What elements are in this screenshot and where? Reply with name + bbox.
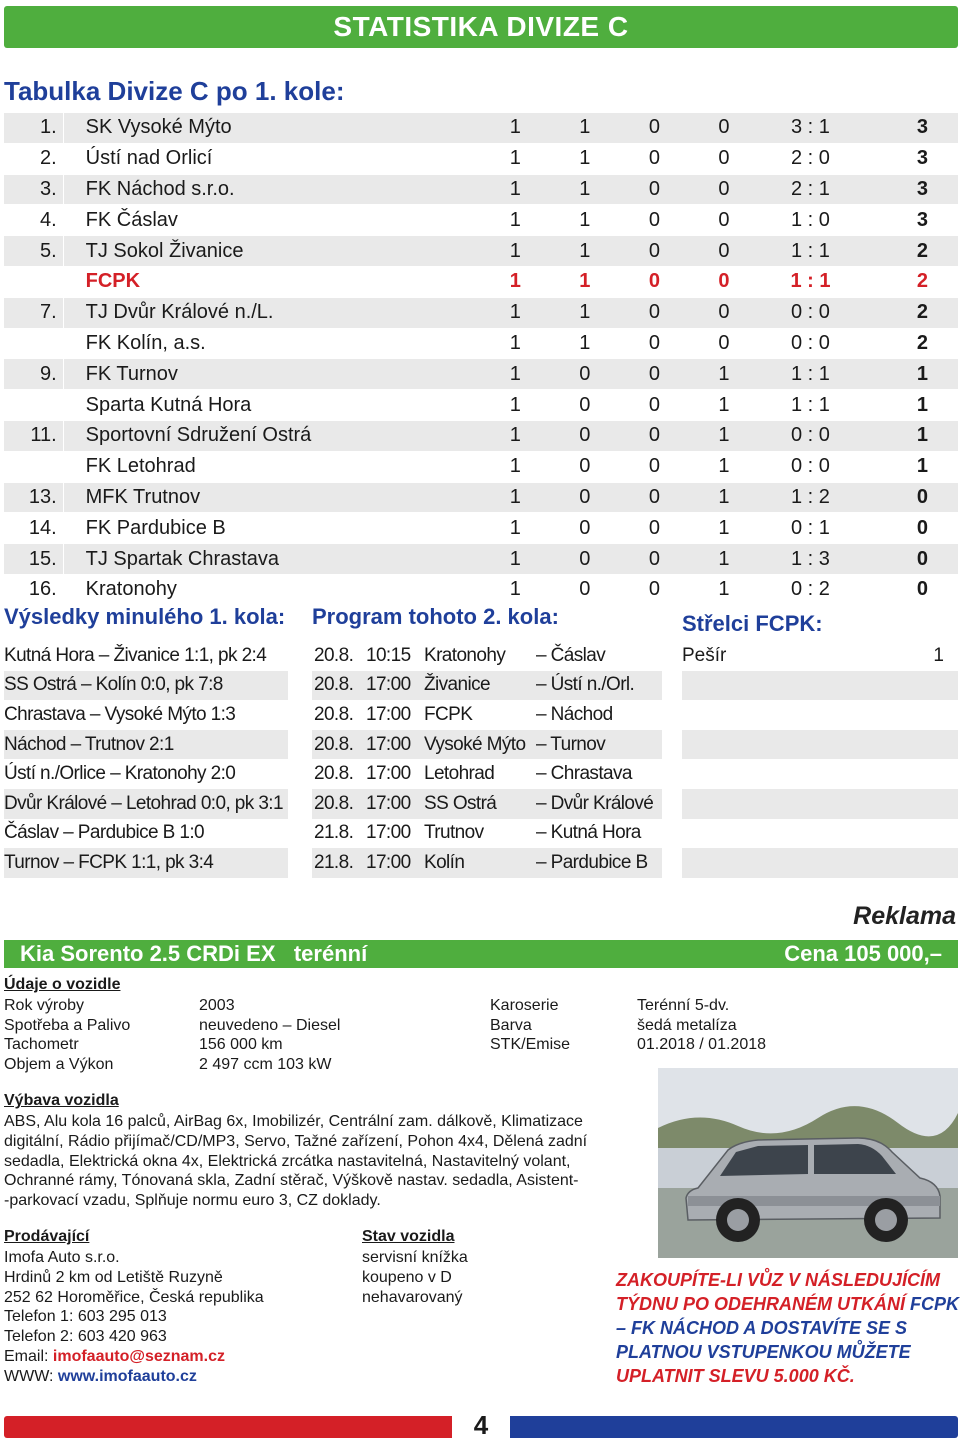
spec-row [490, 1016, 850, 1036]
seller-block [4, 1248, 344, 1387]
row-wins: 1 [579, 208, 591, 231]
row-draws: 0 [648, 116, 660, 139]
page-number: 4 [473, 1410, 489, 1440]
result-item: Chrastava – Vysoké Mýto 1:3 [4, 703, 236, 725]
row-team: FK Pardubice B [85, 516, 226, 539]
row-draws: 0 [648, 208, 660, 231]
spec-value: 2003 [199, 996, 235, 1014]
row-position: 5. [4, 236, 64, 266]
match-home: Letohrad [424, 763, 495, 785]
match-away: – Chrastava [536, 763, 632, 785]
row-score: 0 : 0 [790, 424, 830, 447]
result-item: Turnov – FCPK 1:1, pk 3:4 [4, 848, 288, 878]
row-points: 3 [916, 147, 928, 170]
table-row [4, 359, 958, 390]
row-draws: 0 [648, 393, 660, 416]
match-away: – Kutná Hora [536, 822, 641, 844]
row-score: 1 : 1 [790, 393, 830, 416]
row-wins: 1 [579, 147, 591, 170]
row-wins: 1 [579, 270, 591, 293]
match-home: Živanice [424, 674, 490, 696]
state-line: nehavarovaný [362, 1288, 463, 1306]
table-row [4, 113, 958, 144]
spec-key: Spotřeba a Palivo [4, 1016, 131, 1034]
row-score: 0 : 1 [790, 516, 830, 539]
spec-value: 156 000 km [199, 1036, 283, 1054]
match-date: 20.8. [314, 733, 354, 755]
equipment-text [4, 1112, 644, 1211]
row-played: 1 [509, 485, 521, 508]
row-team: FK Náchod s.r.o. [85, 177, 235, 200]
car-title-bar [4, 940, 958, 968]
row-team: TJ Spartak Chrastava [85, 547, 280, 570]
table-row [4, 513, 958, 544]
seller-line: Imofa Auto s.r.o. [4, 1249, 120, 1266]
row-position: 16. [4, 575, 64, 605]
spec-value: neuvedeno – Diesel [199, 1016, 341, 1034]
row-losses: 0 [718, 270, 730, 293]
row-position: 15. [4, 544, 64, 574]
car-model: Kia Sorento 2.5 CRDi EX terénní [20, 941, 368, 966]
scorer-empty-row [682, 819, 958, 849]
match-time: 17:00 [366, 763, 411, 785]
row-wins: 0 [579, 516, 591, 539]
row-draws: 0 [648, 424, 660, 447]
scorer-empty-row [682, 700, 958, 730]
row-draws: 0 [648, 177, 660, 200]
scorer-empty-row [682, 848, 958, 878]
scorers-title: Střelci FCPK: [682, 611, 823, 636]
row-losses: 0 [718, 177, 730, 200]
row-position: 11. [4, 421, 64, 451]
row-losses: 1 [718, 578, 730, 601]
row-losses: 0 [718, 331, 730, 354]
table-row [4, 205, 958, 236]
match-away: – Náchod [536, 703, 613, 725]
row-points: 2 [916, 270, 928, 293]
www-label: WWW: [4, 1367, 58, 1385]
match-away: – Turnov [536, 733, 606, 755]
row-points: 1 [916, 362, 928, 385]
row-draws: 0 [648, 239, 660, 262]
table-row [4, 329, 958, 360]
specs-title: Údaje o vozidle [4, 976, 121, 993]
promo-text [616, 1268, 960, 1388]
scorer-name: Pešír [682, 644, 727, 666]
row-draws: 0 [648, 516, 660, 539]
row-points: 1 [916, 424, 928, 447]
row-score: 3 : 1 [790, 116, 830, 139]
row-score: 1 : 1 [790, 239, 830, 262]
row-wins: 0 [579, 485, 591, 508]
row-losses: 1 [718, 455, 730, 478]
seller-lines [4, 1248, 344, 1347]
match-time: 17:00 [366, 674, 411, 696]
seller-email-line [4, 1347, 344, 1367]
row-points: 3 [916, 177, 928, 200]
match-home: SS Ostrá [424, 792, 497, 814]
row-score: 1 : 1 [790, 362, 830, 385]
row-team: FK Letohrad [85, 455, 196, 478]
row-score: 0 : 0 [790, 455, 830, 478]
match-time: 17:00 [366, 822, 411, 844]
spec-row [4, 1036, 474, 1056]
match-date: 20.8. [314, 674, 354, 696]
table-row [4, 298, 958, 329]
row-draws: 0 [648, 362, 660, 385]
program-item [312, 730, 662, 760]
page-header [4, 6, 958, 48]
row-team: FK Turnov [85, 362, 178, 385]
email-label: Email: [4, 1347, 53, 1365]
row-played: 1 [509, 177, 521, 200]
row-position: 1. [4, 113, 64, 143]
scorer-empty-row [682, 730, 958, 760]
match-away: – Pardubice B [536, 851, 648, 873]
result-item: Náchod – Trutnov 2:1 [4, 730, 288, 760]
footer-bar-left [4, 1416, 452, 1438]
row-team: FK Kolín, a.s. [85, 331, 206, 354]
spec-key: Karoserie [490, 996, 559, 1014]
row-draws: 0 [648, 455, 660, 478]
specs-left [4, 996, 474, 1075]
equipment-line: digitální, Rádio přijímač/CD/MP3, Servo, Tažné zařízení, Pohon 4x4, Dělená zadní [4, 1132, 588, 1150]
match-home: Kolín [424, 851, 465, 873]
match-time: 10:15 [366, 644, 411, 666]
row-score: 0 : 0 [790, 301, 830, 324]
row-draws: 0 [648, 578, 660, 601]
program-item [312, 848, 662, 878]
row-points: 3 [916, 116, 928, 139]
row-draws: 0 [648, 547, 660, 570]
row-team: FCPK [85, 270, 141, 293]
match-home: Vysoké Mýto [424, 733, 526, 755]
match-away: – Čáslav [536, 644, 606, 666]
row-position [4, 267, 64, 297]
ad-label: Reklama [853, 902, 956, 930]
table-row [4, 175, 958, 206]
spec-value: 01.2018 / 01.2018 [637, 1036, 767, 1054]
row-points: 2 [916, 331, 928, 354]
equipment-line: Ochranné rámy, Tónovaná skla, Zadní stěrač, Výškově nastav. sedadla, Asistent- [4, 1172, 579, 1190]
match-home: FCPK [424, 703, 473, 725]
row-wins: 0 [579, 424, 591, 447]
row-position: 7. [4, 298, 64, 328]
row-team: Sparta Kutná Hora [85, 393, 252, 416]
row-points: 1 [916, 393, 928, 416]
row-losses: 0 [718, 208, 730, 231]
row-played: 1 [509, 455, 521, 478]
row-team: SK Vysoké Mýto [85, 116, 232, 139]
row-team: TJ Sokol Živanice [85, 239, 244, 262]
program-item [312, 789, 662, 819]
row-points: 0 [916, 578, 928, 601]
row-position: 14. [4, 513, 64, 543]
row-losses: 0 [718, 147, 730, 170]
promo-part-1: ZAKOUPÍTE-LI VŮZ V NÁSLEDUJÍCÍM TÝDNU PO ODEHRANÉM UTKÁNÍ [616, 1270, 941, 1314]
row-wins: 1 [579, 116, 591, 139]
spec-key: Barva [490, 1016, 532, 1034]
equipment-title: Výbava vozidla [4, 1092, 119, 1109]
seller-www-line [4, 1367, 344, 1387]
specs-right [490, 996, 850, 1055]
table-row [4, 144, 958, 175]
row-wins: 0 [579, 393, 591, 416]
program-item [312, 819, 662, 849]
row-draws: 0 [648, 301, 660, 324]
promo-part-2: FCPK – FK NÁCHOD A DOSTAVÍTE SE S PLATNOU VSTUPENKOU MŮŽETE [616, 1294, 960, 1362]
row-draws: 0 [648, 270, 660, 293]
row-score: 1 : 2 [790, 485, 830, 508]
row-points: 0 [916, 516, 928, 539]
scorer-empty-row [682, 671, 958, 701]
match-away: – Dvůr Králové [536, 792, 654, 814]
row-played: 1 [509, 516, 521, 539]
row-played: 1 [509, 301, 521, 324]
row-played: 1 [509, 393, 521, 416]
match-date: 21.8. [314, 822, 354, 844]
row-wins: 0 [579, 455, 591, 478]
promo-part-3: UPLATNIT SLEVU 5.000 KČ. [616, 1366, 855, 1386]
row-played: 1 [509, 147, 521, 170]
spec-key: STK/Emise [490, 1036, 571, 1054]
row-position: 4. [4, 205, 64, 235]
row-draws: 0 [648, 485, 660, 508]
row-score: 2 : 0 [790, 147, 830, 170]
result-item: Kutná Hora – Živanice 1:1, pk 2:4 [4, 644, 267, 666]
seller-line: Hrdinů 2 km od Letiště Ruzyně [4, 1268, 223, 1286]
match-time: 17:00 [366, 733, 411, 755]
table-row [4, 421, 958, 452]
row-losses: 1 [718, 393, 730, 416]
seller-line: Telefon 2: 603 420 963 [4, 1328, 167, 1346]
row-team: MFK Trutnov [85, 485, 201, 508]
result-item: Dvůr Králové – Letohrad 0:0, pk 3:1 [4, 789, 288, 819]
match-date: 20.8. [314, 644, 354, 666]
row-losses: 1 [718, 516, 730, 539]
row-losses: 0 [718, 116, 730, 139]
equipment-line: sedadla, Elektrická okna 4x, Elektrická zrcátka nastavitelná, Nastavitelný volant, [4, 1152, 571, 1170]
spec-value: šedá metalíza [637, 1016, 737, 1034]
spec-row [4, 996, 474, 1016]
row-played: 1 [509, 547, 521, 570]
car-photo [658, 1068, 958, 1258]
state-lines [362, 1248, 582, 1307]
table-heading: Tabulka Divize C po 1. kole: [4, 76, 345, 106]
row-points: 2 [916, 301, 928, 324]
match-date: 20.8. [314, 792, 354, 814]
program-item [312, 671, 662, 701]
table-row [4, 544, 958, 575]
spec-row [490, 1036, 850, 1056]
row-position [4, 452, 64, 482]
row-points: 0 [916, 485, 928, 508]
row-score: 1 : 3 [790, 547, 830, 570]
table-row [4, 390, 958, 421]
row-score: 1 : 0 [790, 208, 830, 231]
row-played: 1 [509, 362, 521, 385]
program-item [312, 641, 662, 671]
table-row [4, 236, 958, 267]
row-wins: 1 [579, 301, 591, 324]
spec-value: Terénní 5-dv. [637, 996, 730, 1014]
scorer-item [682, 641, 958, 671]
row-team: Sportovní Sdružení Ostrá [85, 424, 312, 447]
row-draws: 0 [648, 147, 660, 170]
spec-key: Rok výroby [4, 996, 85, 1014]
match-time: 17:00 [366, 851, 411, 873]
state-title: Stav vozidla [362, 1228, 455, 1245]
row-played: 1 [509, 208, 521, 231]
seller-www-link[interactable]: www.imofaauto.cz [57, 1367, 197, 1385]
row-wins: 1 [579, 177, 591, 200]
standings-table [4, 113, 958, 606]
scorer-empty-row [682, 759, 958, 789]
results-title: Výsledky minulého 1. kola: [4, 604, 286, 629]
row-points: 3 [916, 208, 928, 231]
seller-email-link[interactable]: imofaauto@seznam.cz [52, 1347, 225, 1365]
row-points: 2 [916, 239, 928, 262]
row-losses: 1 [718, 362, 730, 385]
results-list [4, 641, 288, 878]
row-losses: 1 [718, 424, 730, 447]
row-wins: 0 [579, 362, 591, 385]
row-wins: 0 [579, 578, 591, 601]
row-losses: 1 [718, 547, 730, 570]
row-team: TJ Dvůr Králové n./L. [85, 301, 274, 324]
row-wins: 1 [579, 239, 591, 262]
state-line: servisní knížka [362, 1249, 468, 1266]
table-row [4, 452, 958, 483]
footer-bar-right [510, 1416, 958, 1438]
table-row [4, 575, 958, 606]
spec-value: 2 497 ccm 103 kW [199, 1056, 332, 1074]
car-price: Cena 105 000,– [784, 941, 942, 966]
row-score: 0 : 0 [790, 331, 830, 354]
match-time: 17:00 [366, 703, 411, 725]
row-score: 2 : 1 [790, 177, 830, 200]
row-score: 0 : 2 [790, 578, 830, 601]
seller-title: Prodávající [4, 1228, 90, 1245]
spec-key: Tachometr [4, 1036, 79, 1054]
state-line: koupeno v D [362, 1268, 452, 1286]
row-wins: 1 [579, 331, 591, 354]
row-points: 1 [916, 455, 928, 478]
program-item [312, 700, 662, 730]
row-played: 1 [509, 331, 521, 354]
result-item: Ústí n./Orlice – Kratonohy 2:0 [4, 763, 236, 785]
row-wins: 0 [579, 547, 591, 570]
row-played: 1 [509, 116, 521, 139]
row-points: 0 [916, 547, 928, 570]
scorer-empty-row [682, 789, 958, 819]
seller-line: Telefon 1: 603 295 013 [4, 1308, 167, 1326]
result-item: Čáslav – Pardubice B 1:0 [4, 822, 204, 844]
scorers-list [682, 641, 958, 878]
table-row [4, 483, 958, 514]
program-list [312, 641, 662, 878]
car-photo-svg [658, 1068, 958, 1258]
row-team: Ústí nad Orlicí [85, 147, 213, 170]
row-team: Kratonohy [85, 578, 177, 601]
equipment-line: -parkovací vzadu, Splňuje normu euro 3, CZ doklady. [4, 1192, 381, 1210]
match-date: 21.8. [314, 851, 354, 873]
match-home: Kratonohy [424, 644, 506, 666]
page-title: STATISTIKA DIVIZE C [333, 11, 629, 42]
match-time: 17:00 [366, 792, 411, 814]
row-score: 1 : 1 [790, 270, 831, 293]
spec-key: Objem a Výkon [4, 1056, 114, 1074]
spec-row [4, 1016, 474, 1036]
row-losses: 1 [718, 485, 730, 508]
row-position: 9. [4, 359, 64, 389]
seller-line: 252 62 Horoměřice, Česká republika [4, 1288, 264, 1306]
table-row [4, 267, 958, 298]
spec-row [490, 996, 850, 1016]
row-position: 3. [4, 175, 64, 205]
row-losses: 0 [718, 301, 730, 324]
match-date: 20.8. [314, 763, 354, 785]
row-played: 1 [509, 578, 521, 601]
scorer-goals: 1 [933, 644, 944, 666]
result-item: SS Ostrá – Kolín 0:0, pk 7:8 [4, 671, 288, 701]
spec-row [4, 1055, 474, 1075]
row-draws: 0 [648, 331, 660, 354]
equipment-line: ABS, Alu kola 16 palců, AirBag 6x, Imobilizér, Centrální zam. dálkově, Klimatizace [4, 1113, 583, 1130]
match-away: – Ústí n./Orl. [536, 674, 635, 696]
row-played: 1 [509, 239, 521, 262]
row-losses: 0 [718, 239, 730, 262]
row-position [4, 390, 64, 420]
match-home: Trutnov [424, 822, 484, 844]
program-title: Program tohoto 2. kola: [312, 604, 559, 629]
program-item [312, 759, 662, 789]
row-played: 1 [509, 270, 521, 293]
row-position [4, 329, 64, 359]
row-played: 1 [509, 424, 521, 447]
row-team: FK Čáslav [85, 208, 178, 231]
match-date: 20.8. [314, 703, 354, 725]
row-position: 13. [4, 483, 64, 513]
row-position: 2. [4, 144, 64, 174]
